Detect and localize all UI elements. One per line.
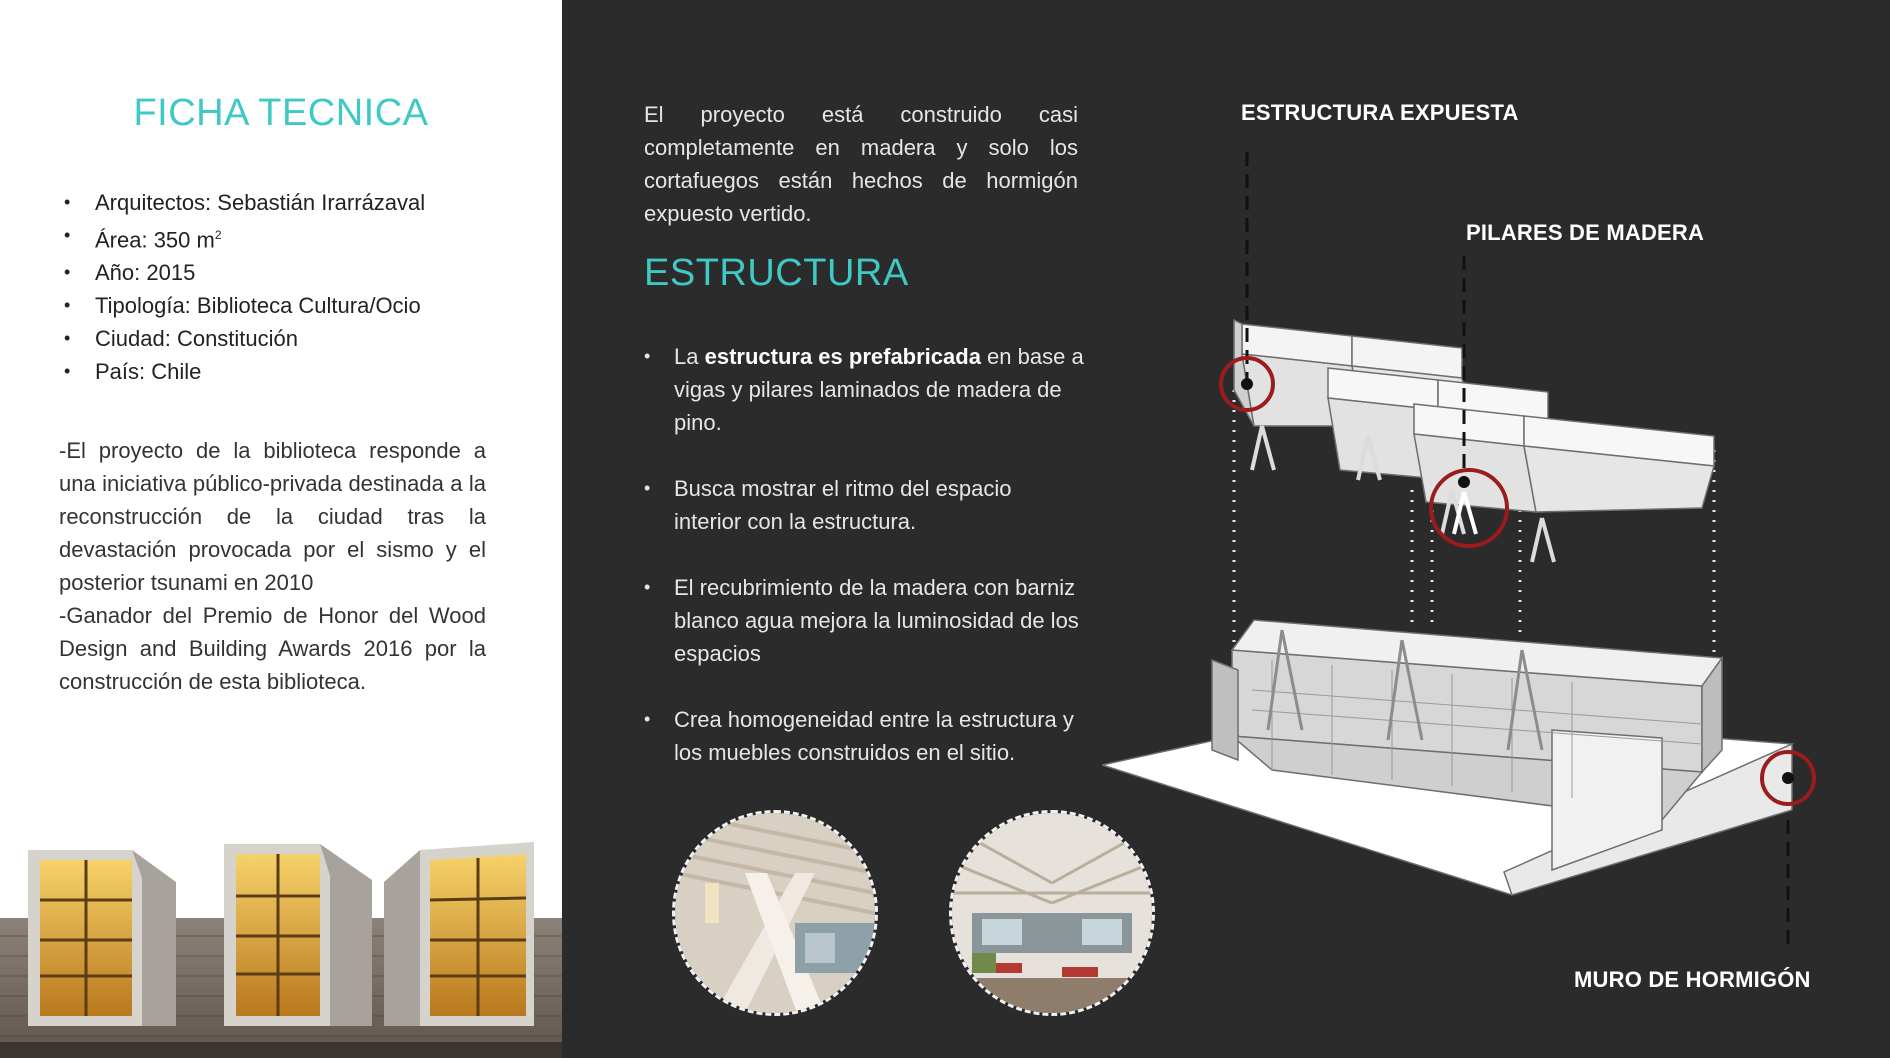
- ground-floor: [1102, 620, 1792, 895]
- structure-bullets: [644, 340, 1084, 769]
- interior-photo-1: [672, 810, 878, 1016]
- fact-country: • País: Chile: [60, 355, 425, 388]
- right-panel: [562, 0, 1890, 1058]
- bullet-varnish: • El recubrimiento de la madera con barniz blanco agua mejora la luminosidad de los espacios: [644, 571, 1084, 670]
- fact-typology: • Tipología: Biblioteca Cultura/Ocio: [60, 289, 425, 322]
- project-description: [59, 434, 486, 698]
- description-paragraph-2: -Ganador del Premio de Honor del Wood Design and Building Awards 2016 por la construcción de esta biblioteca.: [59, 603, 486, 694]
- bullet-prefabricated: • La estructura es prefabricada en base a vigas y pilares laminados de madera de pino.: [644, 340, 1084, 439]
- roof-modules: [1234, 320, 1714, 512]
- label-concrete-wall: MURO DE HORMIGÓN: [1574, 967, 1811, 992]
- label-wood-pillars: PILARES DE MADERA: [1466, 220, 1705, 245]
- facts-list: [60, 186, 425, 388]
- fact-area: • Área: 350 $m^2$: [60, 219, 425, 256]
- ficha-tecnica-title: FICHA TECNICA: [133, 92, 429, 134]
- fact-year: • Año: 2015: [60, 256, 425, 289]
- left-panel: [0, 0, 562, 1058]
- fact-architects: • Arquitectos: Sebastián Irarrázaval: [60, 186, 425, 219]
- bullet-rhythm: • Busca mostrar el ritmo del espacio interior con la estructura.: [644, 472, 1084, 538]
- label-exposed-structure: ESTRUCTURA EXPUESTA: [1241, 100, 1519, 125]
- description-paragraph-1: -El proyecto de la biblioteca responde a una iniciativa público-privada destinada a la reconstrucción de la ciudad tras la devastación provocada por el sismo y el posterior tsunami en 2010: [59, 438, 486, 595]
- exploded-axonometric-diagram: [1102, 130, 1882, 960]
- bullet-homogeneity: • Crea homogeneidad entre la estructura y los muebles construidos en el sitio.: [644, 703, 1084, 769]
- library-facade-photo: [0, 836, 562, 1058]
- estructura-title: ESTRUCTURA: [644, 252, 909, 294]
- fact-city: • Ciudad: Constitución: [60, 322, 425, 355]
- intro-paragraph: El proyecto está construido casi completamente en madera y solo los cortafuegos están hechos de hormigón expuesto vertido.: [644, 102, 1078, 226]
